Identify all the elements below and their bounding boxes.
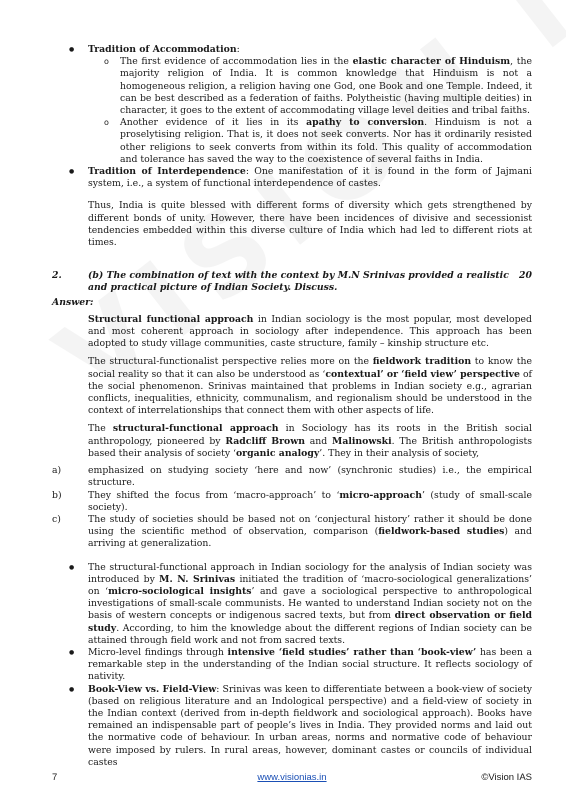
page-footer: [52, 772, 532, 784]
question-number: 2.: [52, 270, 62, 282]
question-marks: 20: [519, 270, 532, 282]
list-item-a: a) emphasized on studying society ‘here and now’ (synchronic studies) i.e., the empirical structure.: [52, 465, 532, 489]
sub-bullet-hinduism: o The first evidence of accommodation lies in the elastic character of Hinduism, the majority religion of India. It is common knowledge that Hinduism is not a homogeneous religion, a religion having one God, one Book and one Temple. Indeed, it can be best described as a federation of faiths. Polytheistic (having multiple deities) in character, it goes to the extent of accommodating village level deities and tribal faiths.: [88, 56, 532, 117]
bullet-srinivas-introduction: ● The structural-functional approach in Indian sociology for the analysis of Indian society was introduced by M. N. Srinivas initiated the tradition of ‘macro-sociological generalizations’ on ‘micro-sociological insights’ and gave a sociological perspective to anthropological investigations of small-scale communists. He wanted to understand Indian society not on the basis of western concepts or indigenous sacred texts, but from direct observation or field study. According, to him the knowledge about the different regions of Indian society can be attained through field work and not from sacred texts.: [52, 562, 532, 647]
bullet-interdependence: ● Tradition of Interdependence: One manifestation of it is found in the form of Jajmani system, i.e., a system of functional interdependence of castes.: [52, 166, 532, 190]
list-item-c: c) The study of societies should be based not on ‘conjectural history’ rather it should be done using the scientific method of observation, comparison (fieldwork-based studies) and arriving at generalization.: [52, 513, 532, 550]
question-heading: [52, 270, 532, 294]
bullet-accommodation: ● Tradition of Accommodation: o The first evidence of accommodation lies in the elastic character of Hinduism, the majority religion of India. It is common knowledge that Hinduism is not a homogeneous religion, a religion having one God, one Book and one Temple. Indeed, it can be best described as a federation of faiths. Polytheistic (having multiple deities) in character, it goes to the extent of accommodating village level deities and tribal faiths. o Another evidence of it lies in its apathy to conversion. Hinduism is not a proselytising religion. That is, it does not seek converts. Nor has it ordinarily resisted other religions to seek converts from within its fold. This quality of accommodation and tolerance has saved the way to the coexistence of several faiths in India.: [52, 44, 532, 166]
srinivas-list: [52, 562, 532, 769]
copyright-text: ©Vision IAS: [481, 772, 532, 783]
website-link[interactable]: www.visionias.in: [257, 772, 327, 783]
bullet-micro-level-findings: ● Micro-level findings through intensive ‘field studies’ rather than ‘book-view’ has been a remarkable step in the understanding of the Indian social structure. It reflects sociology of nativity.: [52, 647, 532, 684]
answer-label: Answer:: [52, 296, 94, 308]
list-item-b: b) They shifted the focus from ‘macro-approach’ to ‘micro-approach’ (study of small-scale society).: [52, 489, 532, 513]
accommodation-title: Tradition of Accommodation: [88, 44, 237, 55]
sub-bullet-conversion: o Another evidence of it lies in its apathy to conversion. Hinduism is not a proselytising religion. That is, it does not seek converts. Nor has it ordinarily resisted other religions to seek converts from within its fold. This quality of accommodation and tolerance has saved the way to the coexistence of several faiths in India.: [88, 117, 532, 166]
analysis-list: [52, 465, 532, 550]
accommodation-sublist: [88, 56, 532, 166]
tradition-list: [52, 44, 532, 190]
page-number: 7: [52, 772, 58, 783]
paragraph-fieldwork: The structural-functionalist perspective relies more on the fieldwork tradition to know the social reality so that it can also be understood as ‘contextual’ or ‘field view’ perspective of the social phenomenon. Srinivas maintained that problems in Indian society e.g., agrarian conflicts, inequalities, ethnicity, communalism, and regionalism should be understood in the context of interrelationships that connect them with other aspects of life.: [88, 356, 532, 417]
paragraph-structural-functional: Structural functional approach in Indian sociology is the most popular, most developed and most coherent approach in sociology after independence. This approach has been adopted to study village communities, caste structure, family – kinship structure etc.: [88, 313, 532, 350]
bullet-book-view-field-view: ● Book-View vs. Field-View: Srinivas was keen to differentiate between a book-view of society (based on religious literature and an Indological perspective) and a field-view of society in the Indian context (derived from in-depth fieldwork and sociological approach). Books have remained an indispensable part of people’s lives in India. They provided norms and laid out the normative code of behaviour. In urban areas, norms and normative code of behaviour were imposed by rulers. In rural areas, however, dominant castes or councils of individual castes: [52, 684, 532, 769]
page-content: [52, 44, 532, 769]
question-text: (b) The combination of text with the context by M.N Srinivas provided a realistic and practical picture of Indian Society. Discuss.: [88, 270, 509, 294]
paragraph-british-roots: The structural-functional approach in Sociology has its roots in the British social anthropology, pioneered by Radcliff Brown and Malinowski. The British anthropologists based their analysis of society ‘organic analogy’. They in their analysis of society,: [88, 423, 532, 459]
conclusion-paragraph: Thus, India is quite blessed with different forms of diversity which gets strengthened by different bonds of unity. However, there have been incidences of divisive and secessionist tendencies embedded within this diverse culture of India which had led to different riots at times.: [88, 200, 532, 249]
